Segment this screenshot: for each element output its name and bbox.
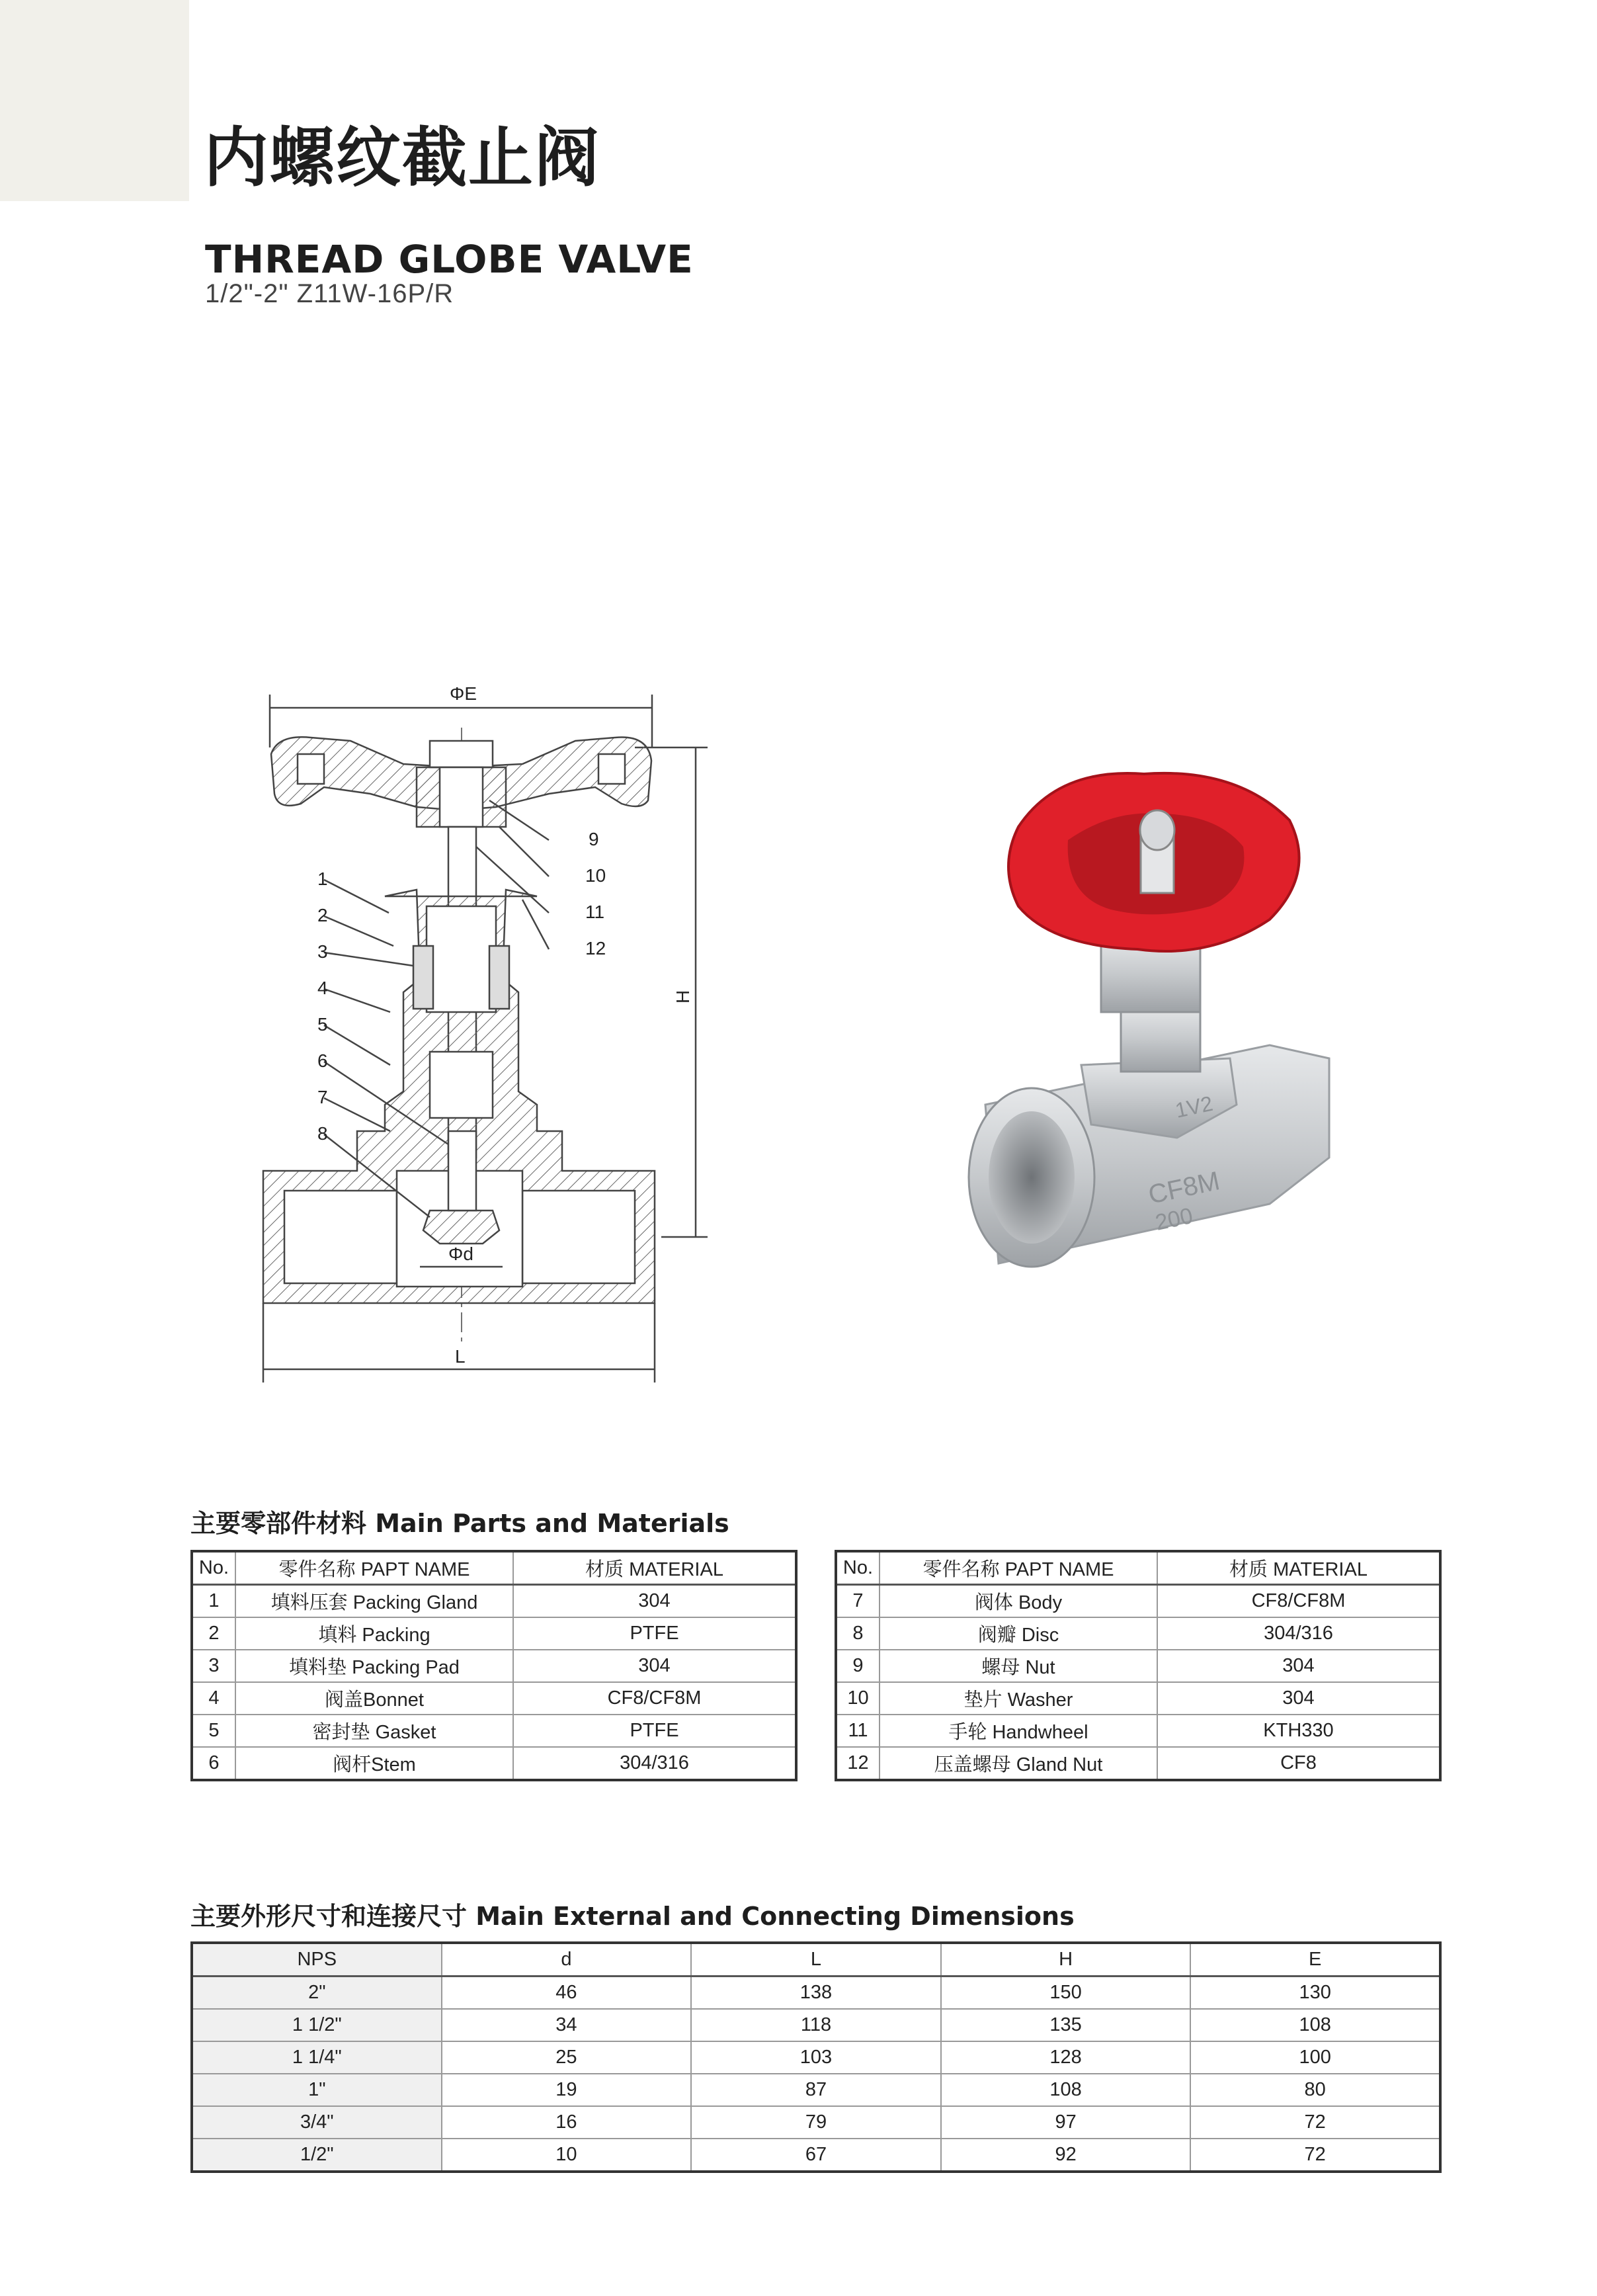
dims-section-title: 主要外形尺寸和连接尺寸 Main External and Connecting Dimensions — [190, 1902, 1075, 1931]
dim-h-label: H — [673, 990, 693, 1003]
table-row — [836, 1715, 1440, 1747]
header-material: 材质 MATERIAL — [513, 1551, 796, 1585]
cell: 1 1/4" — [192, 2041, 442, 2074]
valve-product-image — [959, 747, 1395, 1303]
header-material: 材质 MATERIAL — [1157, 1551, 1440, 1585]
cell: 10 — [442, 2139, 692, 2172]
table-row — [192, 2106, 1440, 2139]
cell: 2 — [192, 1617, 235, 1650]
cell: 25 — [442, 2041, 692, 2074]
cell: 100 — [1190, 2041, 1440, 2074]
cell: 密封垫 Gasket — [235, 1715, 513, 1747]
cell: 5 — [192, 1715, 235, 1747]
cell: 87 — [691, 2074, 941, 2106]
table-row — [192, 1715, 796, 1747]
cell: 阀瓣 Disc — [880, 1617, 1157, 1650]
cell: 92 — [941, 2139, 1191, 2172]
cell: 150 — [941, 1977, 1191, 2010]
table-row — [192, 1617, 796, 1650]
cell: 16 — [442, 2106, 692, 2139]
cell: 304 — [1157, 1682, 1440, 1715]
cell: 79 — [691, 2106, 941, 2139]
cell: 19 — [442, 2074, 692, 2106]
table-row — [192, 2009, 1440, 2041]
cell: 手轮 Handwheel — [880, 1715, 1157, 1747]
header-no: No. — [192, 1551, 235, 1585]
cell: 108 — [1190, 2009, 1440, 2041]
cell: 填料压套 Packing Gland — [235, 1585, 513, 1618]
header-part-name: 零件名称 PAPT NAME — [880, 1551, 1157, 1585]
cell: 7 — [836, 1585, 880, 1618]
callout-7: 7 — [317, 1087, 328, 1107]
table-row — [192, 2074, 1440, 2106]
photo-marking-material: CF8M — [1145, 1166, 1223, 1210]
header-h: H — [941, 1943, 1191, 1977]
cell: 304/316 — [513, 1747, 796, 1780]
cell: 阀体 Body — [880, 1585, 1157, 1618]
cell: 304 — [1157, 1650, 1440, 1682]
callout-3: 3 — [317, 941, 328, 962]
cell: PTFE — [513, 1617, 796, 1650]
parts-table-left — [190, 1550, 798, 1781]
table-header-row — [836, 1551, 1440, 1585]
cell: 填料 Packing — [235, 1617, 513, 1650]
callout-2: 2 — [317, 905, 328, 925]
cell: 304 — [513, 1585, 796, 1618]
table-row — [836, 1585, 1440, 1618]
header-d: d — [442, 1943, 692, 1977]
cell: 34 — [442, 2009, 692, 2041]
table-row — [836, 1617, 1440, 1650]
corner-decoration — [0, 0, 189, 201]
cell: 72 — [1190, 2106, 1440, 2139]
dimensions-table — [190, 1941, 1442, 2173]
dim-l-label: L — [455, 1346, 466, 1367]
header-nps: NPS — [192, 1943, 442, 1977]
callout-10: 10 — [585, 865, 606, 886]
cell: CF8/CF8M — [513, 1682, 796, 1715]
cell: KTH330 — [1157, 1715, 1440, 1747]
cell: 1 — [192, 1585, 235, 1618]
cell: 72 — [1190, 2139, 1440, 2172]
parts-table-right — [835, 1550, 1442, 1781]
cell: 压盖螺母 Gland Nut — [880, 1747, 1157, 1780]
cell: 304 — [513, 1650, 796, 1682]
cell: 46 — [442, 1977, 692, 2010]
header-l: L — [691, 1943, 941, 1977]
cell: 118 — [691, 2009, 941, 2041]
cell: 10 — [836, 1682, 880, 1715]
cell: 阀杆Stem — [235, 1747, 513, 1780]
cell: 135 — [941, 2009, 1191, 2041]
table-row — [192, 2139, 1440, 2172]
dim-e-label: ΦE — [450, 683, 477, 704]
cell: 128 — [941, 2041, 1191, 2074]
cell: CF8 — [1157, 1747, 1440, 1780]
table-row — [836, 1682, 1440, 1715]
dim-d-label: Φd — [448, 1244, 473, 1264]
model-subtitle: 1/2"-2" Z11W-16P/R — [205, 279, 454, 308]
cell: CF8/CF8M — [1157, 1585, 1440, 1618]
cell: 6 — [192, 1747, 235, 1780]
cell: 2" — [192, 1977, 442, 2010]
table-row — [192, 1747, 796, 1780]
table-header-row — [192, 1551, 796, 1585]
parts-section-title: 主要零部件材料 Main Parts and Materials — [190, 1509, 729, 1538]
cell: PTFE — [513, 1715, 796, 1747]
cell: 9 — [836, 1650, 880, 1682]
table-row — [192, 1977, 1440, 2010]
cell: 1/2" — [192, 2139, 442, 2172]
callout-9: 9 — [589, 829, 599, 849]
table-header-row — [192, 1943, 1440, 1977]
cell: 1 1/2" — [192, 2009, 442, 2041]
table-row — [192, 1650, 796, 1682]
callout-11: 11 — [585, 902, 605, 922]
cell: 3 — [192, 1650, 235, 1682]
cell: 97 — [941, 2106, 1191, 2139]
cell: 8 — [836, 1617, 880, 1650]
table-row — [836, 1650, 1440, 1682]
table-row — [192, 1585, 796, 1618]
cell: 138 — [691, 1977, 941, 2010]
cell: 垫片 Washer — [880, 1682, 1157, 1715]
table-row — [192, 1682, 796, 1715]
cell: 1" — [192, 2074, 442, 2106]
cell: 11 — [836, 1715, 880, 1747]
photo-marking-pressure: 200 — [1153, 1203, 1196, 1236]
callout-1: 1 — [317, 869, 328, 889]
page-title-en: THREAD GLOBE VALVE — [205, 237, 694, 282]
callout-6: 6 — [317, 1050, 328, 1071]
table-row — [192, 2041, 1440, 2074]
callout-12: 12 — [585, 938, 606, 958]
cell: 80 — [1190, 2074, 1440, 2106]
cell: 4 — [192, 1682, 235, 1715]
cell: 3/4" — [192, 2106, 442, 2139]
cell: 304/316 — [1157, 1617, 1440, 1650]
cell: 130 — [1190, 1977, 1440, 2010]
callout-8: 8 — [317, 1123, 328, 1144]
cell: 填料垫 Packing Pad — [235, 1650, 513, 1682]
callout-5: 5 — [317, 1014, 328, 1035]
table-row — [836, 1747, 1440, 1780]
header-part-name: 零件名称 PAPT NAME — [235, 1551, 513, 1585]
page-title-cn: 内螺纹截止阀 — [204, 120, 601, 196]
callout-4: 4 — [317, 978, 328, 998]
valve-section-drawing — [238, 668, 714, 1402]
cell: 108 — [941, 2074, 1191, 2106]
cell: 螺母 Nut — [880, 1650, 1157, 1682]
cell: 103 — [691, 2041, 941, 2074]
header-e: E — [1190, 1943, 1440, 1977]
cell: 67 — [691, 2139, 941, 2172]
cell: 12 — [836, 1747, 880, 1780]
cell: 阀盖Bonnet — [235, 1682, 513, 1715]
photo-marking-size: 1V2 — [1172, 1091, 1215, 1123]
header-no: No. — [836, 1551, 880, 1585]
